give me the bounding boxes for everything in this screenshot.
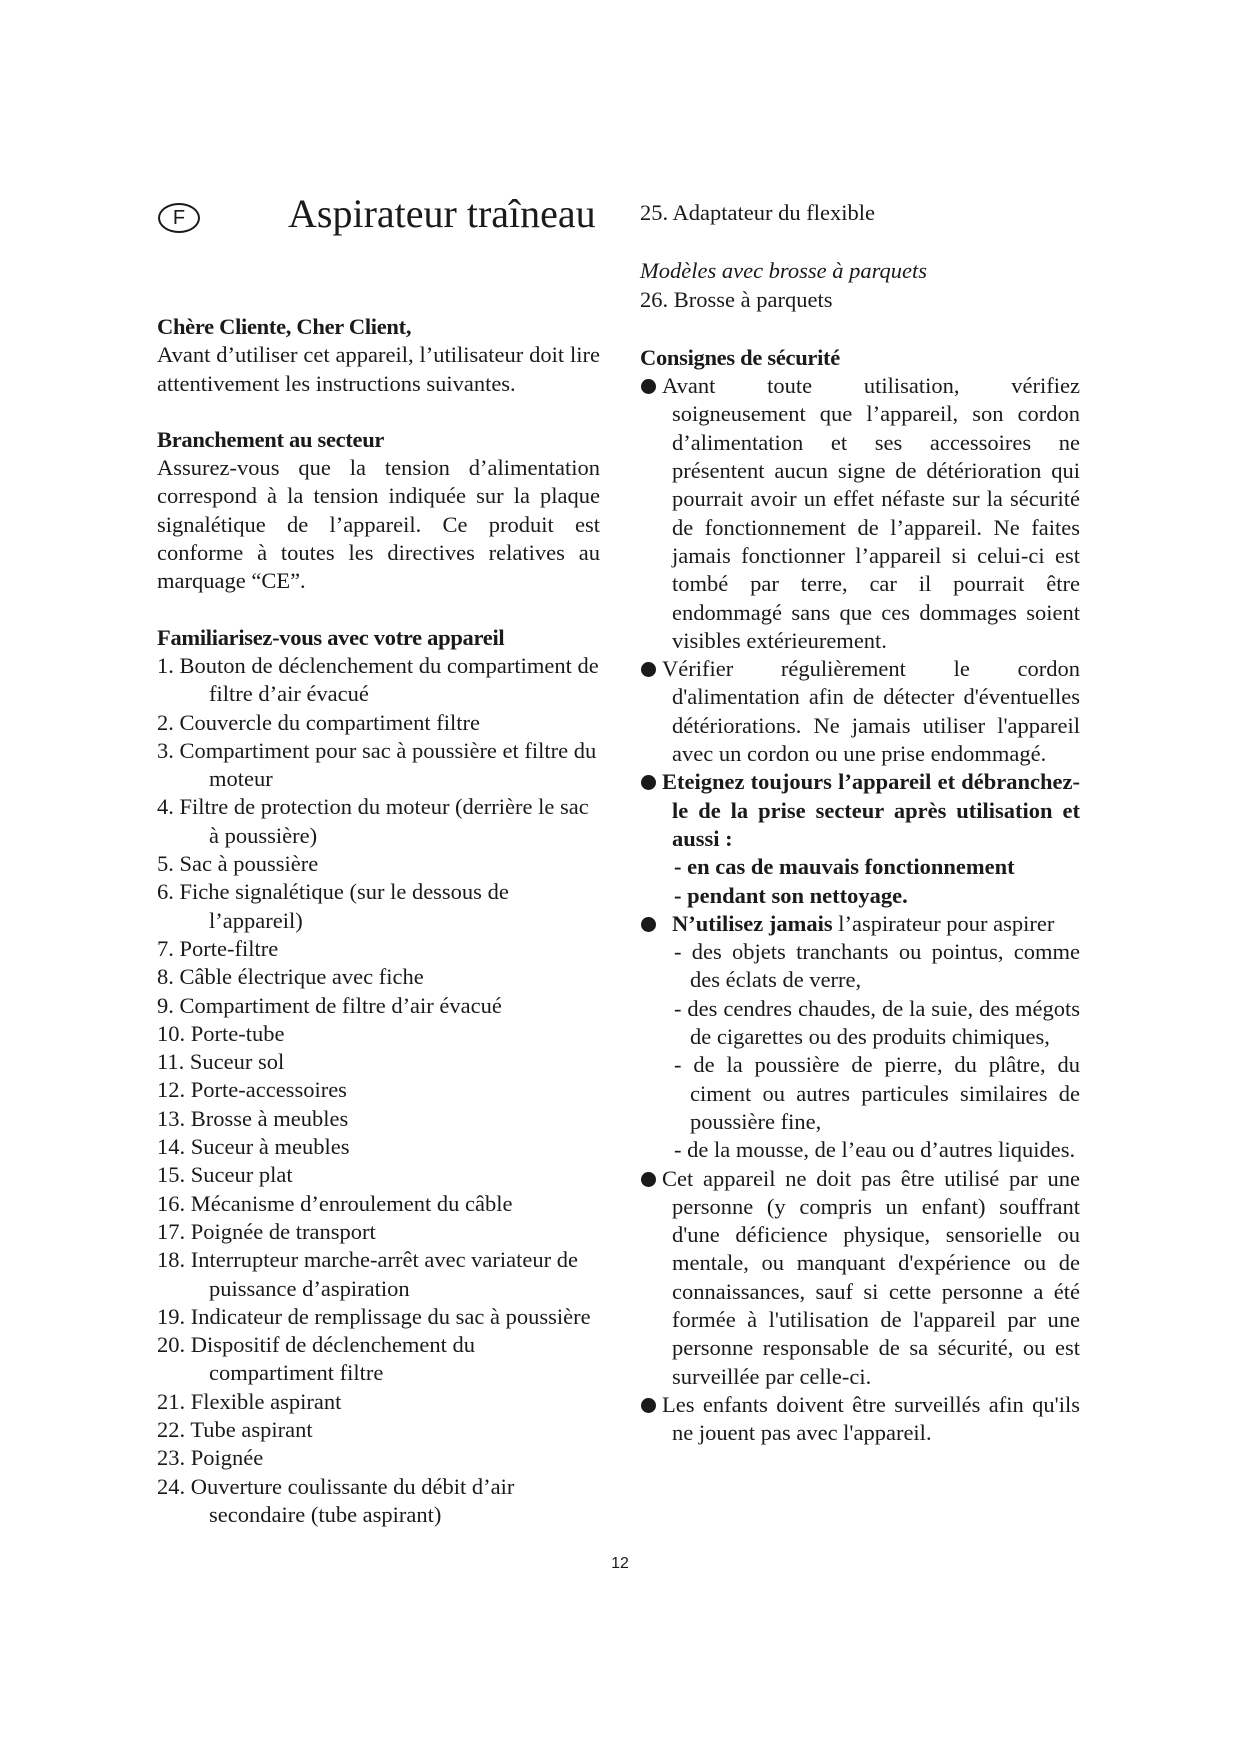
- safety-item: [640, 768, 1080, 909]
- safety-item-lead: Vérifier régulièrement le cordon: [662, 656, 1080, 682]
- safety-item: [640, 910, 1080, 1165]
- parquet-models-label: Modèles avec brosse à parquets: [640, 258, 928, 284]
- bullet-icon: [641, 379, 656, 394]
- safety-heading: Consignes de sécurité: [640, 344, 840, 370]
- list-item: 13. Brosse à meubles: [157, 1105, 349, 1131]
- intro-heading: Chère Cliente, Cher Client,: [157, 314, 412, 339]
- safety-item-text: Les enfants doivent être surveillés afin qu'ils ne jouent pas avec l'appareil.: [662, 1391, 1080, 1446]
- safety-item: [640, 372, 1080, 655]
- list-item: - pendant son nettoyage.: [674, 882, 908, 908]
- list-item: 22. Tube aspirant: [157, 1416, 313, 1442]
- bullet-icon: [641, 917, 656, 932]
- intro-text: Avant d’utiliser cet appareil, l’utilisateur doit lire attentivement les instructions suivantes.: [157, 342, 600, 396]
- safety-list: [640, 372, 1080, 1447]
- safety-sublist: [672, 938, 1080, 1164]
- list-item: - de la poussière de pierre, du plâtre, du ciment ou autres particules similaires de poussière fine,: [674, 1052, 1080, 1134]
- safety-item-text: Eteignez toujours l’appareil et débranchez-le de la prise secteur après utilisation et aussi :: [662, 769, 1080, 851]
- list-item: 10. Porte-tube: [157, 1020, 285, 1046]
- list-item: 12. Porte-accessoires: [157, 1077, 347, 1103]
- parts-list: [157, 652, 600, 1529]
- list-item: 18. Interrupteur marche-arrêt avec variateur de puissance d’aspiration: [157, 1247, 578, 1301]
- safety-item: [640, 1165, 1080, 1391]
- list-item: 21. Flexible aspirant: [157, 1388, 342, 1414]
- parts-heading: Familiarisez-vous avec votre appareil: [157, 624, 505, 650]
- list-item: 17. Poignée de transport: [157, 1218, 376, 1244]
- list-item: 16. Mécanisme d’enroulement du câble: [157, 1190, 513, 1216]
- list-item: 25. Adaptateur du flexible: [640, 200, 875, 225]
- list-item: 2. Couvercle du compartiment filtre: [157, 709, 481, 735]
- list-item: 19. Indicateur de remplissage du sac à poussière: [157, 1303, 591, 1329]
- safety-item-text: l’aspirateur pour aspirer: [838, 910, 1055, 936]
- safety-item: [640, 655, 1080, 768]
- left-column: [157, 313, 600, 1529]
- safety-item-text: d'alimentation afin de détecter d'éventuelles détériorations. Ne jamais utiliser l'appareil avec un cordon ou une prise endommagé.: [672, 684, 1080, 767]
- list-item: 4. Filtre de protection du moteur (derrière le sac à poussière): [157, 794, 589, 848]
- safety-item: [640, 1391, 1080, 1448]
- list-item: 5. Sac à poussière: [157, 851, 319, 877]
- list-item: - en cas de mauvais fonctionnement: [674, 854, 1015, 880]
- list-item: 20. Dispositif de déclenchement du compartiment filtre: [157, 1332, 476, 1386]
- list-item: 14. Suceur à meubles: [157, 1134, 350, 1160]
- safety-sublist: [672, 853, 1080, 910]
- safety-item-text: soigneusement que l’appareil, son cordon d’alimentation et ses accessoires ne présentent aucun signe de détérioration qui pourrait avoir un effet néfaste sur la sécurité de fonctionnement de l’appareil. Ne faites jamais fonctionner l’appareil si celui-ci est tombé par terre, car il pourrait être endommagé sans que ces dommages soient visibles extérieurement.: [672, 401, 1080, 653]
- mains-text: Assurez-vous que la tension d’alimentation correspond à la tension indiquée sur la plaque signalétique de l’appareil. Ce produit est conforme à toutes les directives relatives au marquage “CE”.: [157, 455, 600, 594]
- bullet-icon: [641, 1398, 656, 1413]
- bullet-icon: [641, 775, 656, 790]
- list-item: 3. Compartiment pour sac à poussière et filtre du moteur: [157, 737, 597, 792]
- right-column: [640, 199, 1080, 1447]
- mains-heading: Branchement au secteur: [157, 426, 385, 452]
- list-item: 8. Câble électrique avec fiche: [157, 964, 424, 990]
- list-item: - des objets tranchants ou pointus, comme des éclats de verre,: [674, 939, 1080, 993]
- language-badge: F: [158, 203, 200, 233]
- list-item: 24. Ouverture coulissante du débit d’air secondaire (tube aspirant): [157, 1473, 515, 1527]
- list-item: 6. Fiche signalétique (sur le dessous de l’appareil): [157, 879, 509, 933]
- bullet-icon: [641, 1172, 656, 1187]
- bullet-icon: [641, 662, 656, 677]
- safety-item-bold: N’utilisez jamais: [672, 910, 833, 936]
- list-item: 7. Porte-filtre: [157, 935, 279, 961]
- list-item: 23. Poignée: [157, 1445, 264, 1471]
- list-item: 9. Compartiment de filtre d’air évacué: [157, 992, 502, 1018]
- list-item: 1. Bouton de déclenchement du compartiment de filtre d’air évacué: [157, 652, 599, 707]
- list-item: 15. Suceur plat: [157, 1162, 293, 1188]
- safety-item-lead: Avant toute utilisation, vérifiez: [662, 373, 1080, 399]
- list-item: - de la mousse, de l’eau ou d’autres liquides.: [674, 1137, 1076, 1163]
- list-item: - des cendres chaudes, de la suie, des mégots de cigarettes ou des produits chimiques,: [674, 995, 1080, 1050]
- safety-item-text: Cet appareil ne doit pas être utilisé par une personne (y compris un enfant) souffrant d'une déficience physique, sensorielle ou mentale, ou manquant d'expérience ou de connaissances, sauf si cette personne a été formée à l'utilisation de l'appareil par une personne responsable de sa sécurité, ou est surveillée par celle-ci.: [662, 1165, 1080, 1389]
- list-item: 26. Brosse à parquets: [640, 286, 833, 312]
- list-item: 11. Suceur sol: [157, 1049, 285, 1075]
- page-title: Aspirateur traîneau: [288, 191, 596, 236]
- page-number: 12: [611, 1555, 629, 1572]
